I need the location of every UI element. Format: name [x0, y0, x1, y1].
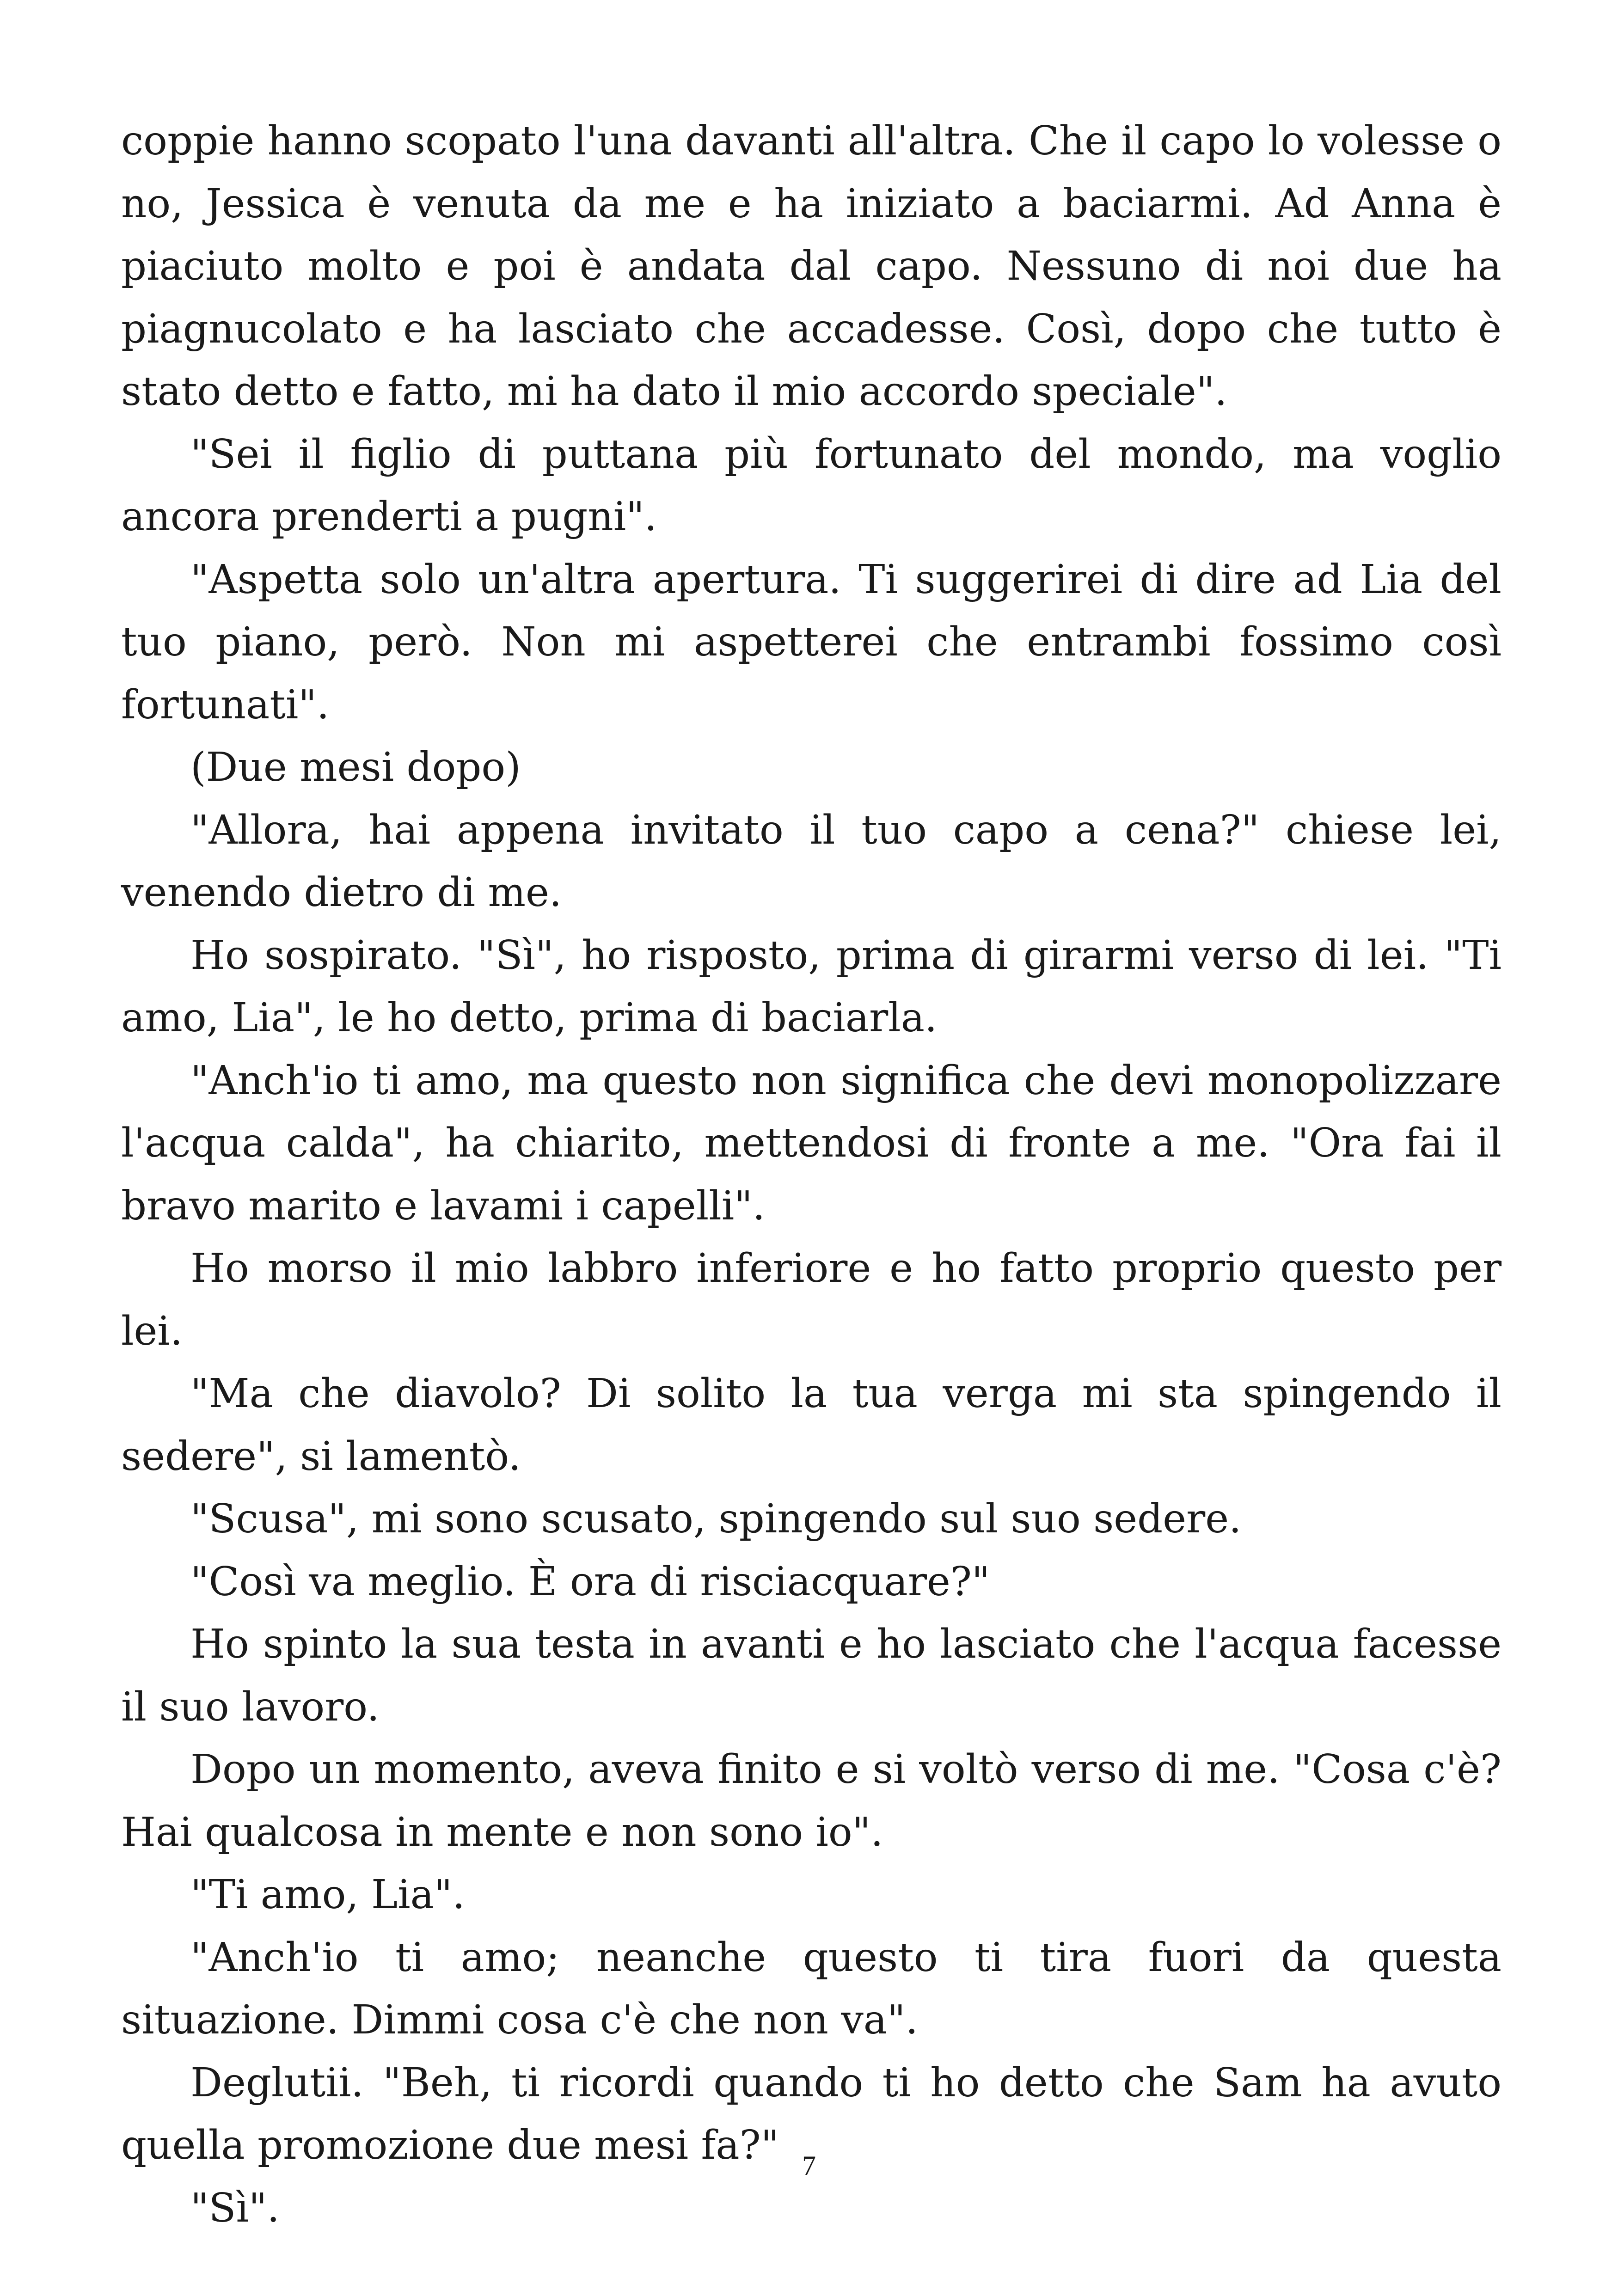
paragraph: Ho spinto la sua testa in avanti e ho lasciato che l'acqua facesse il suo lavoro.	[121, 1621, 1502, 1730]
paragraph: Ho sospirato. "Sì", ho risposto, prima di girarmi verso di lei. "Ti amo, Lia", le ho detto, prima di baciarla.	[121, 932, 1502, 1041]
paragraph: "Ma che diavolo? Di solito la tua verga mi sta spingendo il sedere", si lamentò.	[121, 1371, 1502, 1480]
paragraph: Dopo un momento, aveva finito e si voltò verso di me. "Cosa c'è? Hai qualcosa in mente e non sono io".	[121, 1746, 1502, 1855]
page-number: 7	[802, 2150, 816, 2181]
paragraph: Ho morso il mio labbro inferiore e ho fatto proprio questo per lei.	[121, 1245, 1502, 1354]
paragraph: "Aspetta solo un'altra apertura. Ti suggerirei di dire ad Lia del tuo piano, però. Non mi aspetterei che entrambi fossimo così fortunati".	[121, 556, 1502, 728]
paragraph: "Anch'io ti amo, ma questo non significa che devi monopolizzare l'acqua calda", ha chiarito, mettendosi di fronte a me. "Ora fai il bravo marito e lavami i capelli".	[121, 1057, 1502, 1229]
paragraph: "Ti amo, Lia".	[190, 1872, 465, 1918]
paragraph: coppie hanno scopato l'una davanti all'altra. Che il capo lo volesse o no, Jessica è venuta da me e ha iniziato a baciarmi. Ad Anna è piaciuto molto e poi è andata dal capo. Nessuno di noi due ha piagnucolato e ha lasciato che accadesse. Così, dopo che tutto è stato detto e fatto, mi ha dato il mio accordo speciale".	[121, 118, 1502, 415]
paragraph: "Così va meglio. È ora di risciacquare?"	[190, 1558, 990, 1605]
paragraph: "Anch'io ti amo; neanche questo ti tira fuori da questa situazione. Dimmi cosa c'è che non va".	[121, 1934, 1502, 2043]
paragraph: (Due mesi dopo)	[190, 744, 521, 790]
page-body	[121, 110, 1502, 2240]
paragraph: "Allora, hai appena invitato il tuo capo a cena?" chiese lei, venendo dietro di me.	[121, 807, 1502, 916]
paragraph: "Sì".	[190, 2185, 280, 2231]
paragraph: "Scusa", mi sono scusato, spingendo sul suo sedere.	[190, 1496, 1242, 1542]
paragraph: Deglutii. "Beh, ti ricordi quando ti ho detto che Sam ha avuto quella promozione due mesi fa?"	[121, 2059, 1502, 2168]
paragraph: "Sei il figlio di puttana più fortunato del mondo, ma voglio ancora prenderti a pugni".	[121, 431, 1502, 540]
